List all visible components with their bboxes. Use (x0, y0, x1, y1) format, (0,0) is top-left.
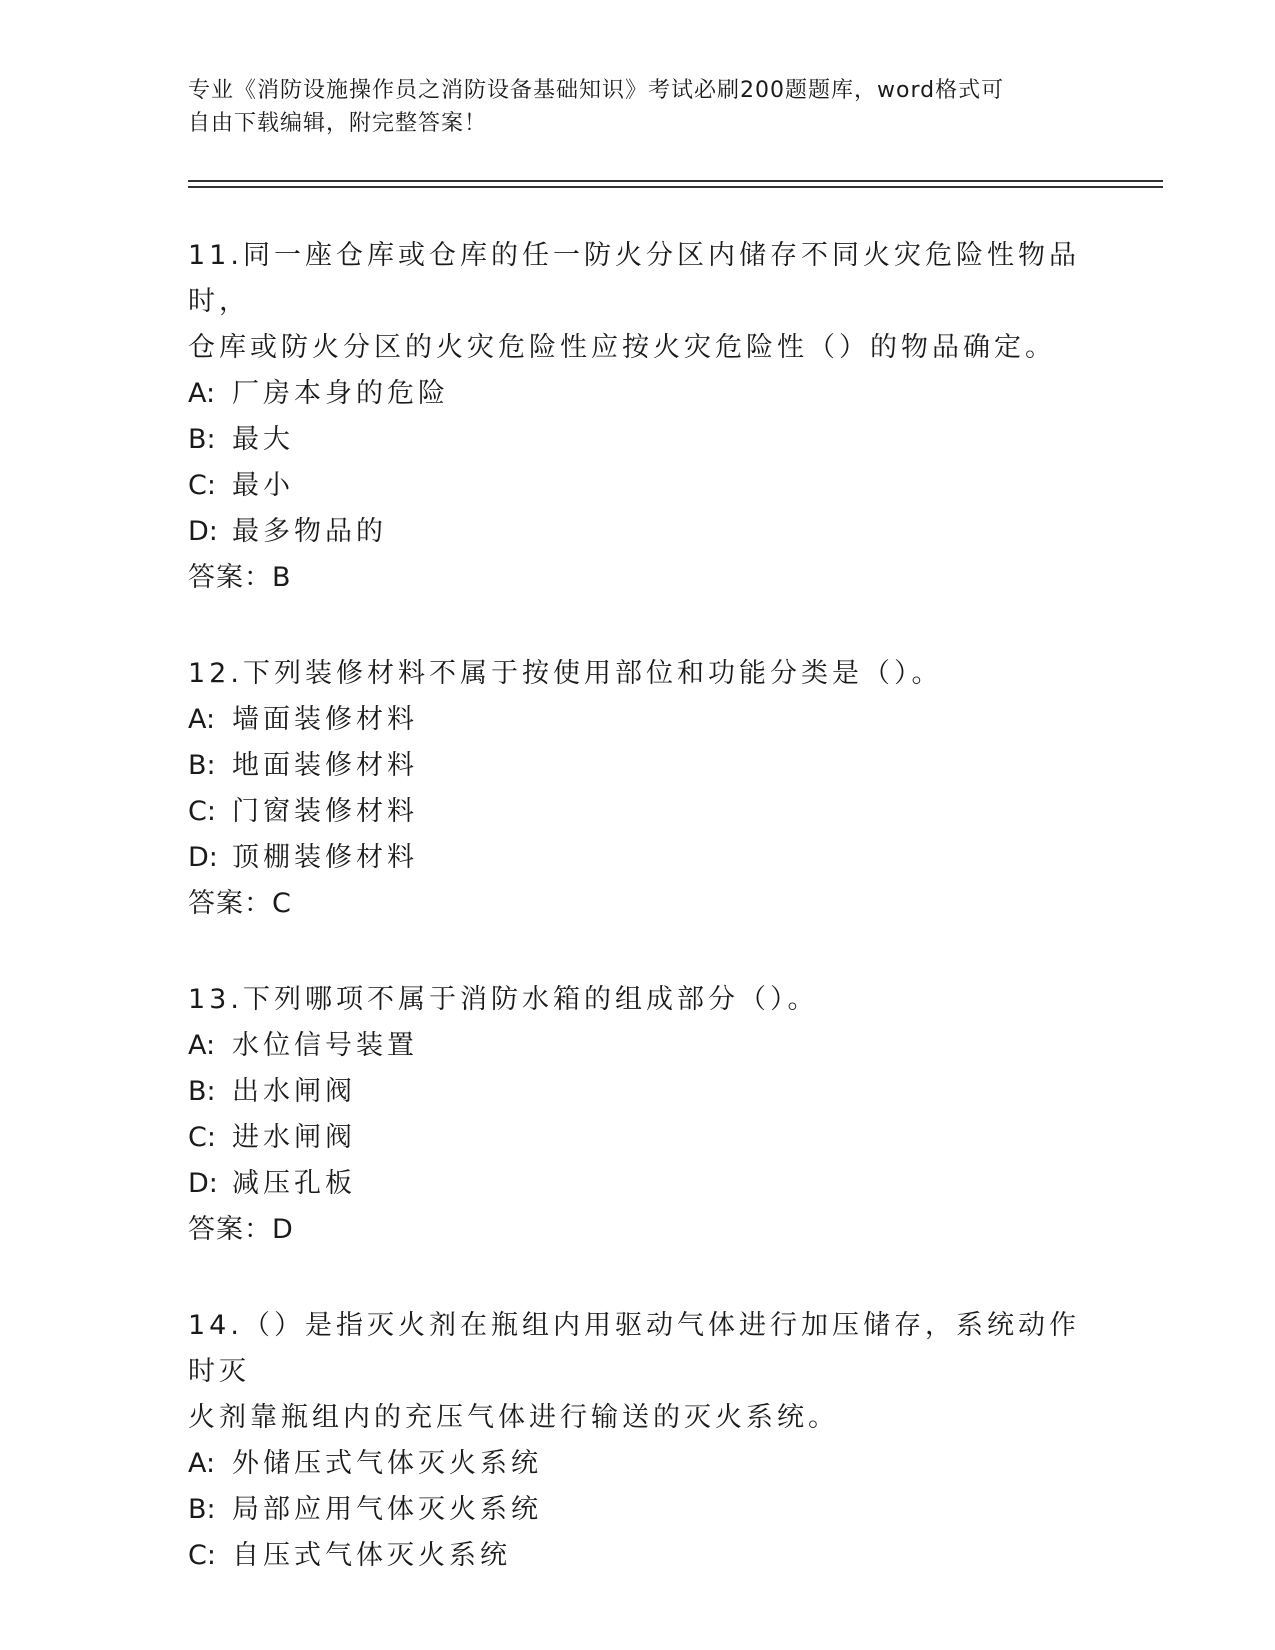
option-text: 地面装修材料 (232, 750, 418, 781)
option-label: A: (188, 378, 216, 409)
option-text: 进水闸阀 (232, 1122, 356, 1153)
question-11 (188, 233, 1088, 601)
option-label: B: (188, 750, 216, 781)
answer: 答案：C (188, 888, 292, 919)
option-label: B: (188, 1494, 216, 1525)
question-stem-line-1: 13.下列哪项不属于消防水箱的组成部分（）。 (188, 984, 819, 1015)
question-stem (188, 651, 1088, 697)
option-text: 墙面装修材料 (232, 704, 418, 735)
option-label: A: (188, 1030, 216, 1061)
option-c (188, 789, 1088, 835)
question-stem-line-2: 火剂靠瓶组内的充压气体进行输送的灭火系统。 (188, 1402, 839, 1433)
question-stem-line-1: 12.下列装修材料不属于按使用部位和功能分类是（）。 (188, 658, 943, 689)
option-a (188, 371, 1088, 417)
option-label: A: (188, 1448, 216, 1479)
option-label: C: (188, 1122, 216, 1153)
option-c (188, 1533, 1088, 1579)
option-text: 出水闸阀 (232, 1076, 356, 1107)
option-label: B: (188, 1076, 216, 1107)
header-divider-top (188, 180, 1163, 182)
option-text: 最大 (232, 424, 294, 455)
option-text: 最多物品的 (232, 516, 387, 547)
option-label: C: (188, 470, 216, 501)
question-stem-line-1: 11.同一座仓库或仓库的任一防火分区内储存不同火灾危险性物品时， (188, 240, 1080, 317)
option-label: D: (188, 1168, 218, 1199)
option-label: A: (188, 704, 216, 735)
question-stem-line-2: 仓库或防火分区的火灾危险性应按火灾危险性（）的物品确定。 (188, 332, 1056, 363)
option-label: D: (188, 842, 218, 873)
question-stem-line-1: 14.（）是指灭火剂在瓶组内用驱动气体进行加压储存，系统动作时灭 (188, 1310, 1080, 1387)
question-list (188, 233, 1088, 1629)
option-text: 顶棚装修材料 (232, 842, 418, 873)
question-12 (188, 651, 1088, 927)
option-b (188, 1487, 1088, 1533)
option-d (188, 509, 1088, 555)
option-text: 局部应用气体灭火系统 (232, 1494, 542, 1525)
question-14 (188, 1303, 1088, 1579)
question-stem (188, 977, 1088, 1023)
option-d (188, 835, 1088, 881)
option-b (188, 743, 1088, 789)
answer: 答案：B (188, 562, 292, 593)
option-text: 厂房本身的危险 (232, 378, 449, 409)
option-c (188, 1115, 1088, 1161)
option-c (188, 463, 1088, 509)
option-a (188, 697, 1088, 743)
option-text: 最小 (232, 470, 294, 501)
option-b (188, 1069, 1088, 1115)
answer: 答案：D (188, 1214, 294, 1245)
question-stem (188, 233, 1088, 371)
option-text: 外储压式气体灭火系统 (232, 1448, 542, 1479)
question-stem (188, 1303, 1088, 1441)
option-text: 门窗装修材料 (232, 796, 418, 827)
question-13 (188, 977, 1088, 1253)
option-a (188, 1023, 1088, 1069)
option-label: B: (188, 424, 216, 455)
header-line-1: 专业《消防设施操作员之消防设备基础知识》考试必刷200题题库，word格式可 (188, 78, 1005, 103)
option-label: D: (188, 516, 218, 547)
option-label: C: (188, 796, 216, 827)
document-header (188, 74, 1068, 140)
option-b (188, 417, 1088, 463)
option-text: 减压孔板 (232, 1168, 356, 1199)
option-text: 自压式气体灭火系统 (232, 1540, 511, 1571)
header-line-2: 自由下载编辑，附完整答案！ (188, 111, 488, 136)
option-d (188, 1161, 1088, 1207)
header-divider-bottom (188, 186, 1163, 188)
option-label: C: (188, 1540, 216, 1571)
option-text: 水位信号装置 (232, 1030, 418, 1061)
option-a (188, 1441, 1088, 1487)
